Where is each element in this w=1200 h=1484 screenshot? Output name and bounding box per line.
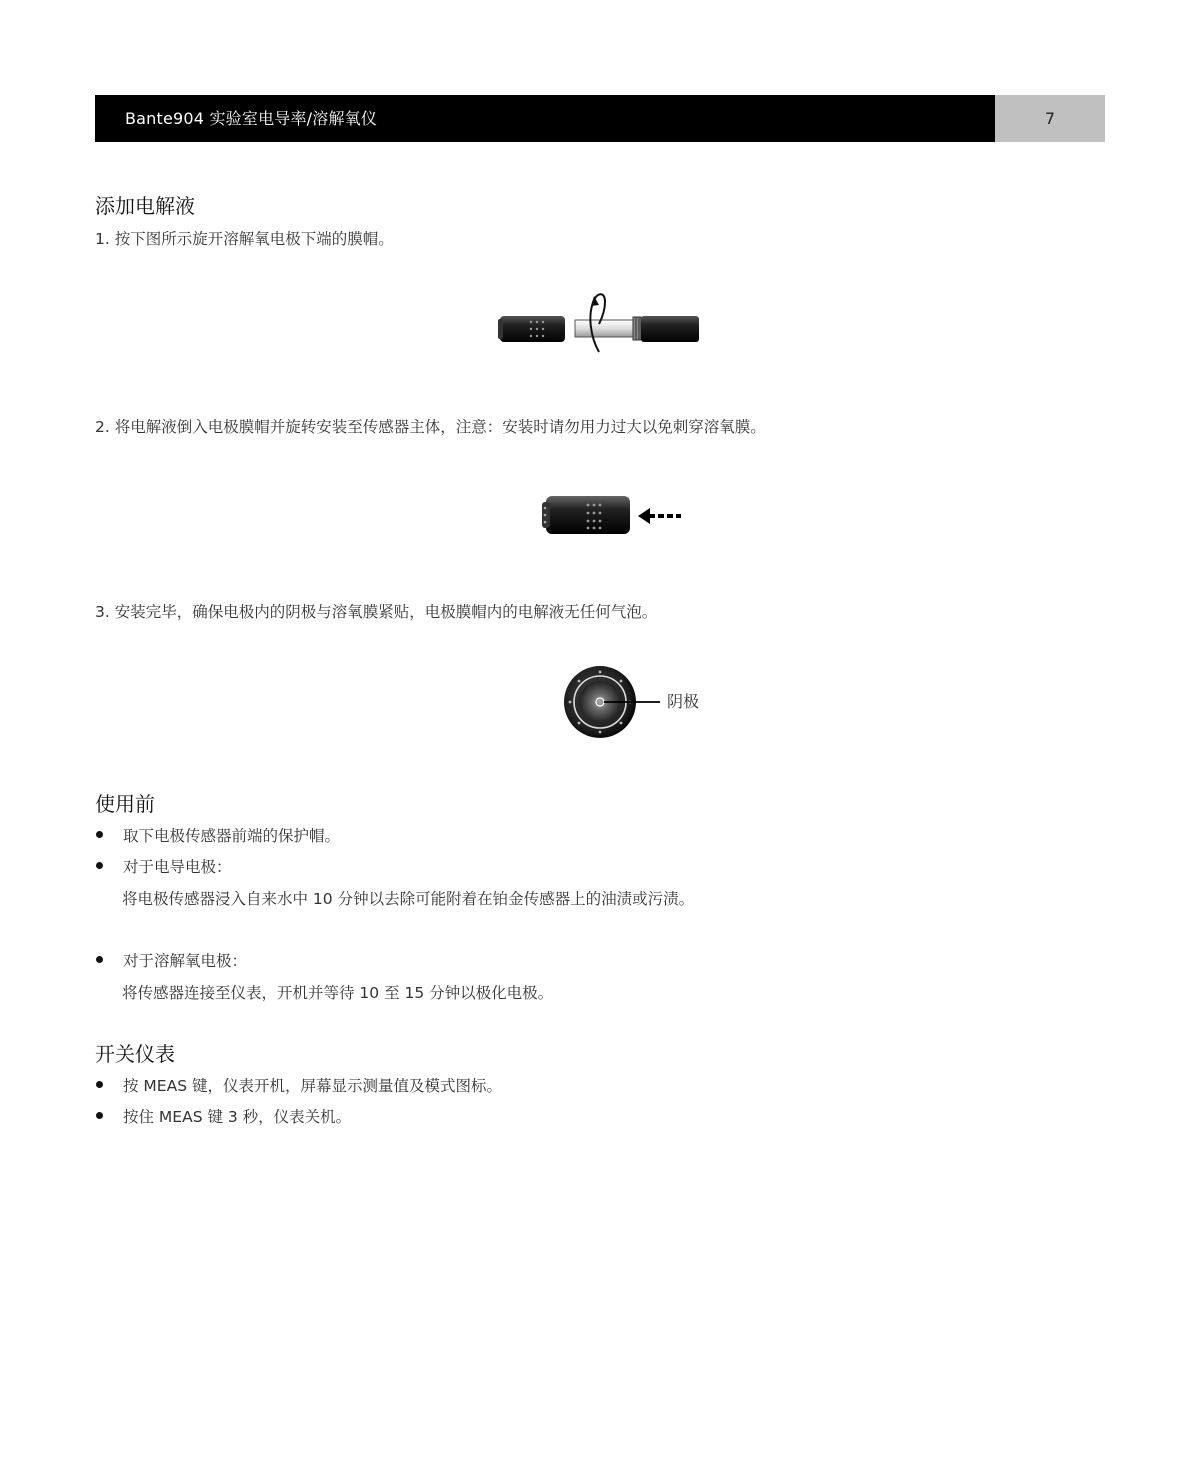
figure-install-cap bbox=[540, 490, 685, 540]
bullet-icon bbox=[96, 831, 103, 838]
bullet-icon bbox=[96, 1081, 103, 1088]
figure-unscrew-cap bbox=[495, 288, 705, 354]
step-3-text: 3. 安装完毕，确保电极内的阴极与溶氧膜紧贴，电极膜帽内的电解液无任何气泡。 bbox=[95, 603, 658, 621]
bullet-icon bbox=[96, 862, 103, 869]
before-use-item-3: 对于溶解氧电极： bbox=[123, 952, 248, 970]
header-title: Bante904 实验室电导率/溶解氧仪 bbox=[125, 109, 378, 128]
left-arrow-icon bbox=[638, 508, 681, 524]
figure-cathode bbox=[562, 664, 662, 740]
step-1-text: 1. 按下图所示旋开溶解氧电极下端的膜帽。 bbox=[95, 230, 394, 248]
page-number: 7 bbox=[995, 95, 1105, 142]
section-heading-electrolyte: 添加电解液 bbox=[95, 194, 195, 218]
before-use-item-3-detail: 将传感器连接至仪表，开机并等待 10 至 15 分钟以极化电极。 bbox=[122, 984, 554, 1002]
bullet-icon bbox=[96, 1112, 103, 1119]
power-item-1: 按 MEAS 键，仪表开机，屏幕显示测量值及模式图标。 bbox=[123, 1077, 502, 1095]
membrane-cap-icon bbox=[542, 496, 630, 534]
before-use-item-2-detail: 将电极传感器浸入自来水中 10 分钟以去除可能附着在铂金传感器上的油渍或污渍。 bbox=[122, 890, 695, 908]
bullet-icon bbox=[96, 956, 103, 963]
cathode-label: 阴极 bbox=[667, 692, 700, 711]
section-heading-before-use: 使用前 bbox=[95, 792, 155, 816]
before-use-item-2: 对于电导电极： bbox=[123, 858, 232, 876]
step-2-text: 2. 将电解液倒入电极膜帽并旋转安装至传感器主体，注意：安装时请勿用力过大以免刺穿溶氧膜。 bbox=[95, 418, 766, 436]
section-heading-power: 开关仪表 bbox=[95, 1042, 175, 1066]
before-use-item-1: 取下电极传感器前端的保护帽。 bbox=[123, 827, 341, 845]
power-item-2: 按住 MEAS 键 3 秒，仪表关机。 bbox=[123, 1108, 352, 1126]
membrane-cap-icon bbox=[498, 316, 565, 342]
header-bar bbox=[95, 95, 995, 142]
